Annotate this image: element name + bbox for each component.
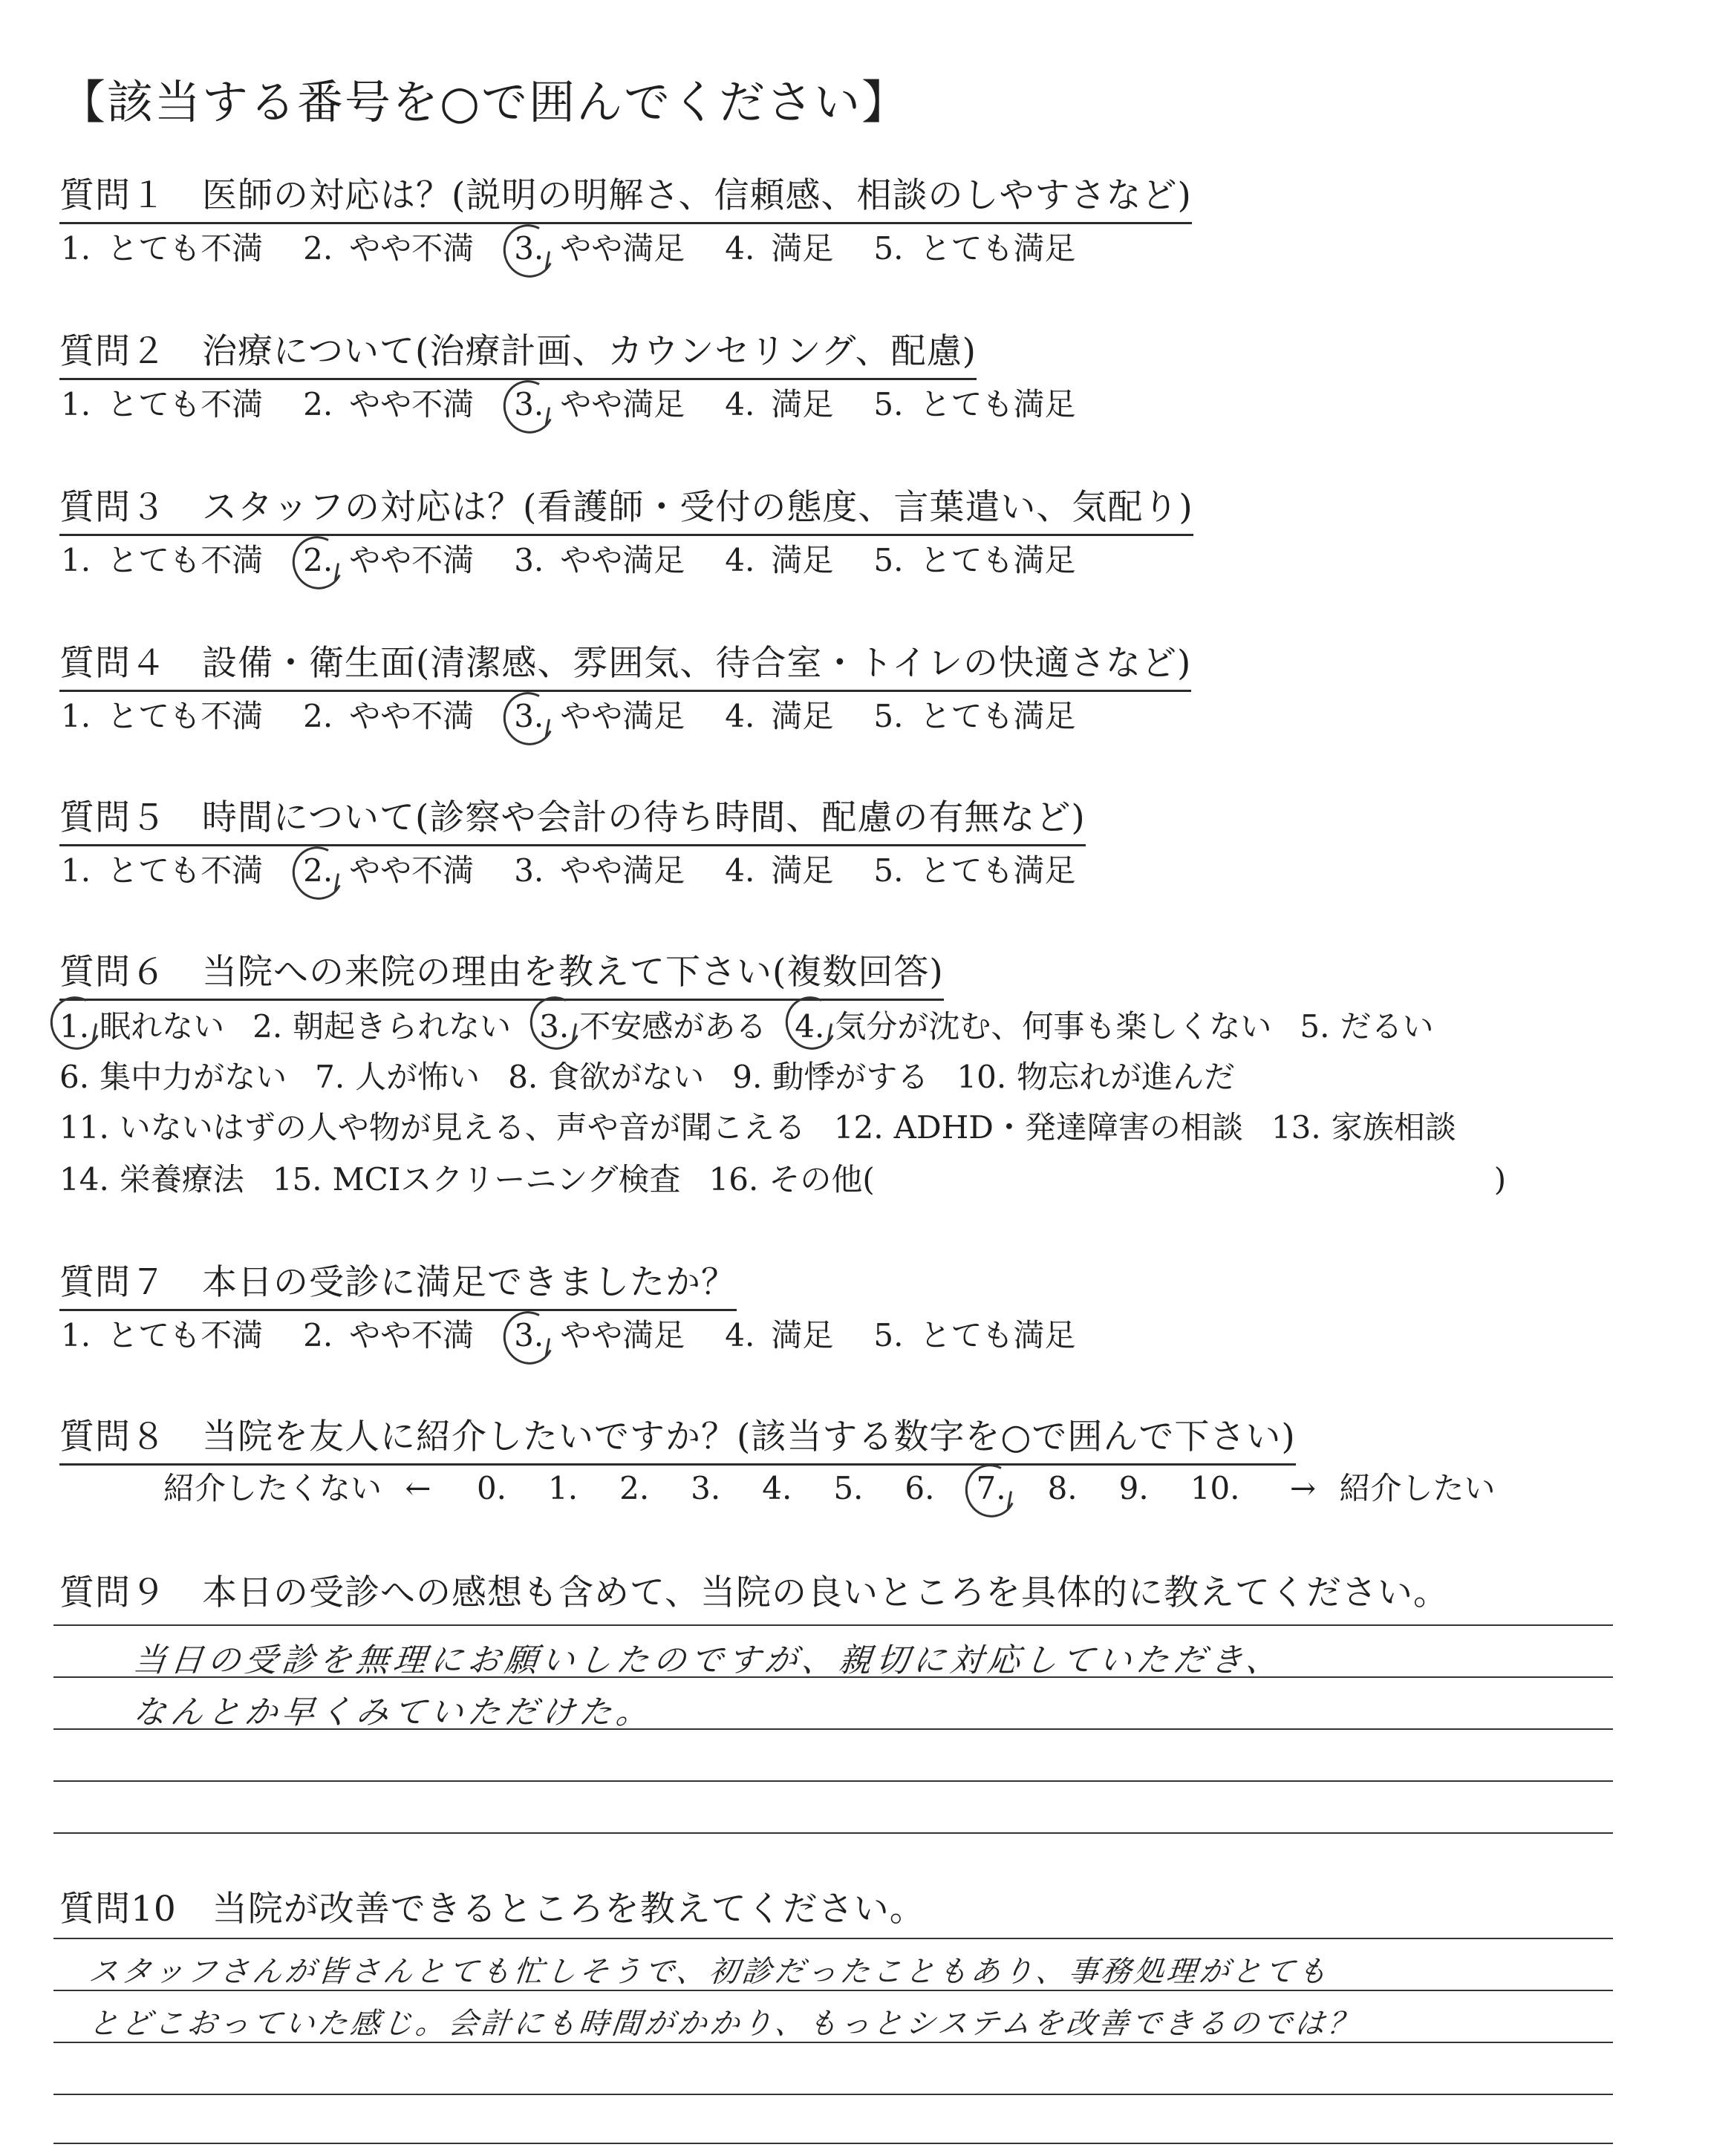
option-item[interactable]	[512, 846, 685, 891]
option-item[interactable]	[709, 1155, 875, 1200]
option-label: やや不満	[349, 698, 475, 734]
option-item[interactable]	[956, 1053, 1235, 1097]
option-item[interactable]	[252, 1002, 511, 1047]
option-item[interactable]	[302, 536, 474, 581]
scale-number: 10.	[1190, 1470, 1240, 1506]
option-item[interactable]	[872, 380, 1075, 425]
option-number: 8.	[508, 1059, 538, 1095]
option-item[interactable]	[1300, 1002, 1433, 1047]
option-label: 満足	[771, 698, 834, 734]
option-number: 3.	[512, 386, 550, 422]
option-item[interactable]	[273, 1155, 681, 1200]
option-number: 2.	[302, 852, 339, 889]
hand-drawn-circle-icon	[286, 529, 351, 595]
option-number: 9.	[732, 1059, 763, 1095]
option-item[interactable]	[59, 380, 263, 425]
scale-option[interactable]	[760, 1470, 798, 1506]
answer-line	[53, 1938, 1613, 1939]
option-label: MCIスクリーニング検査	[332, 1161, 681, 1198]
option-item[interactable]	[59, 1002, 224, 1047]
option-label: とても不満	[107, 542, 264, 578]
option-number: 13.	[1271, 1109, 1321, 1146]
scale-number: 1.	[548, 1470, 579, 1506]
option-item[interactable]	[59, 846, 263, 891]
option-label: やや満足	[560, 542, 685, 578]
option-item[interactable]	[872, 846, 1075, 891]
option-item[interactable]	[315, 1053, 480, 1097]
option-number: 1.	[61, 542, 91, 578]
option-label: とても不満	[107, 386, 264, 422]
option-number: 2.	[252, 1008, 283, 1045]
option-label: やや不満	[349, 386, 475, 422]
option-item[interactable]	[723, 380, 833, 425]
option-label: ADHD・発達障害の相談	[893, 1109, 1243, 1146]
option-number: 5.	[873, 386, 904, 422]
scale-number: 0.	[476, 1470, 507, 1506]
option-label: やや不満	[349, 542, 475, 578]
option-number: 3.	[512, 1317, 550, 1353]
option-number: 4.	[725, 852, 755, 889]
question-3-title: 質問３ スタッフの対応は？(看護師・受付の態度、言葉遣い、気配り)	[59, 480, 1193, 536]
option-item[interactable]	[512, 380, 685, 425]
option-number: 5.	[873, 698, 904, 734]
option-label: いないはずの人や物が見える、声や音が聞こえる	[119, 1109, 806, 1146]
option-label: 家族相談	[1331, 1109, 1456, 1146]
option-number: 5.	[873, 542, 904, 578]
scale-number: 2.	[619, 1470, 650, 1506]
answer-line	[53, 1832, 1613, 1834]
option-number: 1.	[61, 852, 91, 889]
question-4-options	[59, 692, 1075, 736]
option-number: 3.	[512, 698, 550, 734]
question-7-options	[59, 1311, 1075, 1356]
option-number: 15.	[272, 1161, 322, 1198]
q9-handwritten-line-1: 当日の受診を無理にお願いしたのですが、親切に対応していただき、	[131, 1642, 1285, 1679]
page-title: 【該当する番号を○で囲んでください】	[59, 75, 910, 129]
option-item[interactable]	[1484, 1161, 1506, 1198]
option-item[interactable]	[302, 846, 474, 891]
option-number: 1.	[59, 1008, 89, 1045]
option-item[interactable]	[59, 1053, 287, 1097]
option-label: やや満足	[560, 1317, 685, 1353]
option-item[interactable]	[723, 1311, 833, 1356]
right-arrow-icon: →	[1289, 1470, 1317, 1506]
answer-line	[53, 2143, 1613, 2144]
option-number: 3.	[514, 852, 544, 889]
option-number: 1.	[61, 230, 91, 267]
option-number: 5.	[873, 1317, 904, 1353]
question-6-row-4	[59, 1155, 1506, 1200]
option-item[interactable]	[302, 224, 474, 269]
option-label: 満足	[771, 1317, 834, 1353]
option-number: 12.	[833, 1109, 884, 1146]
option-number: 5.	[1300, 1008, 1330, 1045]
option-number: 1.	[61, 1317, 91, 1353]
option-item[interactable]	[59, 1103, 806, 1148]
left-arrow-icon: ←	[405, 1470, 431, 1506]
option-label: とても不満	[107, 698, 264, 734]
option-label: 満足	[771, 230, 834, 267]
option-label: とても不満	[107, 852, 264, 889]
answer-line	[53, 1780, 1613, 1782]
option-label: 人が怖い	[355, 1059, 480, 1095]
option-label: 満足	[771, 386, 834, 422]
scale-number: 6.	[905, 1470, 935, 1506]
option-item[interactable]	[872, 692, 1075, 736]
hand-drawn-circle-icon	[497, 218, 561, 284]
option-label: とても満足	[919, 698, 1076, 734]
option-number: 6.	[59, 1059, 90, 1095]
option-number: 14.	[59, 1161, 109, 1198]
option-item[interactable]	[512, 1311, 685, 1356]
question-1-options	[59, 224, 1075, 269]
option-label: やや満足	[560, 230, 685, 267]
option-item[interactable]	[59, 1311, 263, 1356]
option-number: 11.	[59, 1109, 109, 1146]
option-item[interactable]	[834, 1103, 1243, 1148]
hand-drawn-circle-icon	[497, 373, 561, 440]
option-number: 4.	[725, 542, 755, 578]
option-item[interactable]	[59, 1155, 244, 1200]
question-1-title: 質問１ 医師の対応は？(説明の明解さ、信頼感、相談のしやすさなど)	[59, 168, 1192, 224]
option-number: 4.	[725, 386, 755, 422]
option-label: とても不満	[107, 1317, 264, 1353]
option-label: とても不満	[107, 230, 264, 267]
option-label: 満足	[771, 542, 834, 578]
scale-option[interactable]	[903, 1470, 940, 1506]
option-number: 1.	[61, 386, 91, 422]
scale-number: 3.	[691, 1470, 721, 1506]
scale-option[interactable]	[618, 1470, 655, 1506]
scale-number: 4.	[762, 1470, 792, 1506]
option-label: その他(	[769, 1161, 875, 1198]
option-number: 2.	[303, 230, 333, 267]
scale-number: 9.	[1118, 1470, 1149, 1506]
option-number: 5.	[873, 230, 904, 267]
scale-option[interactable]	[475, 1470, 512, 1506]
option-label: 集中力がない	[100, 1059, 287, 1095]
option-number: 2.	[303, 386, 333, 422]
option-label: 気分が沈む、何事も楽しくない	[835, 1008, 1272, 1045]
scale-number: 7.	[974, 1470, 1011, 1506]
option-number: 1.	[61, 698, 91, 734]
hand-drawn-circle-icon	[497, 685, 561, 751]
scale-number: 5.	[833, 1470, 864, 1506]
question-8-title: 質問８ 当院を友人に紹介したいですか？(該当する数字を○で囲んで下さい)	[59, 1409, 1296, 1466]
option-label: とても満足	[919, 386, 1076, 422]
option-item[interactable]	[59, 224, 263, 269]
hand-drawn-circle-icon	[497, 1304, 561, 1371]
option-number: 10.	[956, 1059, 1007, 1095]
option-label: 食欲がない	[548, 1059, 705, 1095]
option-number: 4.	[725, 230, 755, 267]
scale-right-label: 紹介したい	[1339, 1470, 1496, 1506]
option-label: やや不満	[349, 230, 475, 267]
scale-option[interactable]	[1118, 1470, 1155, 1506]
question-5-title: 質問５ 時間について(診察や会計の待ち時間、配慮の有無など)	[59, 790, 1086, 846]
option-number: 3.	[514, 542, 544, 578]
scale-left-label: 紹介したくない	[163, 1470, 382, 1506]
option-label: とても満足	[919, 852, 1076, 889]
option-item[interactable]	[732, 1053, 928, 1097]
question-9-title: 質問９ 本日の受診への感想も含めて、当院の良いところを具体的に教えてください。	[59, 1572, 1450, 1613]
option-label: とても満足	[919, 1317, 1076, 1353]
option-label: 不安感がある	[579, 1008, 767, 1045]
option-label: )	[1493, 1161, 1507, 1198]
option-item[interactable]	[872, 224, 1075, 269]
option-item[interactable]	[512, 536, 685, 581]
option-item[interactable]	[512, 224, 685, 269]
question-6-row-3	[59, 1103, 1456, 1148]
option-number: 7.	[315, 1059, 345, 1095]
option-number: 2.	[303, 698, 333, 734]
question-5-options	[59, 846, 1075, 891]
hand-drawn-circle-icon	[286, 840, 351, 906]
option-item[interactable]	[59, 692, 263, 736]
option-label: やや満足	[560, 386, 685, 422]
scale-option[interactable]	[1189, 1470, 1246, 1506]
option-label: 物忘れが進んだ	[1017, 1059, 1236, 1095]
option-item[interactable]	[872, 1311, 1075, 1356]
option-item[interactable]	[1271, 1103, 1456, 1148]
option-number: 2.	[302, 542, 339, 578]
scale-option[interactable]	[832, 1470, 869, 1506]
q9-handwritten-line-2: なんとか早くみていただけた。	[131, 1693, 656, 1731]
scale-option[interactable]	[689, 1470, 726, 1506]
option-label: 動悸がする	[772, 1059, 929, 1095]
option-item[interactable]	[723, 224, 833, 269]
question-6-row-2	[59, 1053, 1235, 1097]
option-label: 朝起きられない	[293, 1008, 512, 1045]
scale-option[interactable]	[1046, 1470, 1083, 1506]
answer-line	[53, 1624, 1613, 1626]
option-item[interactable]	[302, 692, 474, 736]
hand-drawn-circle-icon	[959, 1457, 1023, 1523]
question-8-scale	[163, 1464, 1495, 1509]
scale-number: 8.	[1047, 1470, 1078, 1506]
scale-option[interactable]	[547, 1470, 584, 1506]
option-item[interactable]	[795, 1002, 1271, 1047]
option-number: 16.	[708, 1161, 759, 1198]
option-item[interactable]	[508, 1053, 704, 1097]
option-label: やや満足	[560, 852, 685, 889]
option-item[interactable]	[539, 1002, 766, 1047]
option-label: だるい	[1340, 1008, 1434, 1045]
option-item[interactable]	[872, 536, 1075, 581]
option-label: 眠れない	[100, 1008, 225, 1045]
option-item[interactable]	[723, 846, 833, 891]
option-label: やや満足	[560, 698, 685, 734]
question-10-title: 質問10 当院が改善できるところを教えてください。	[59, 1889, 925, 1930]
option-item[interactable]	[302, 1311, 474, 1356]
option-number: 5.	[873, 852, 904, 889]
question-3-options	[59, 536, 1075, 581]
option-item[interactable]	[59, 536, 263, 581]
question-2-options	[59, 380, 1075, 425]
scale-option[interactable]	[974, 1470, 1011, 1506]
option-label: やや不満	[349, 852, 475, 889]
option-label: とても満足	[919, 230, 1076, 267]
option-label: とても満足	[919, 542, 1076, 578]
option-item[interactable]	[512, 692, 685, 736]
option-number: 4.	[725, 1317, 755, 1353]
option-label: 満足	[771, 852, 834, 889]
option-item[interactable]	[723, 536, 833, 581]
answer-line	[53, 2094, 1613, 2095]
option-item[interactable]	[302, 380, 474, 425]
q10-handwritten-line-2: とどこおっていた感じ。会計にも時間がかかり、もっとシステムを改善できるのでは？	[87, 2007, 1363, 2041]
question-6-title: 質問６ 当院への来院の理由を教えて下さい(複数回答)	[59, 944, 944, 1001]
option-number: 4.	[795, 1008, 824, 1045]
option-number: 4.	[725, 698, 755, 734]
question-4-title: 質問４ 設備・衛生面(清潔感、雰囲気、待合室・トイレの快適さなど)	[59, 636, 1191, 692]
option-label: 栄養療法	[119, 1161, 244, 1198]
option-number: 2.	[303, 1317, 333, 1353]
q10-handwritten-line-1: スタッフさんが皆さんとても忙しそうで、初診だったこともあり、事務処理がとても	[87, 1955, 1332, 1989]
option-number: 3.	[539, 1008, 569, 1045]
question-7-title: 質問７ 本日の受診に満足できましたか？	[59, 1255, 737, 1311]
option-number: 3.	[512, 230, 550, 267]
question-2-title: 質問２ 治療について(治療計画、カウンセリング、配慮)	[59, 324, 977, 380]
option-item[interactable]	[723, 692, 833, 736]
option-label: やや不満	[349, 1317, 475, 1353]
question-6-row-1	[59, 1002, 1433, 1047]
